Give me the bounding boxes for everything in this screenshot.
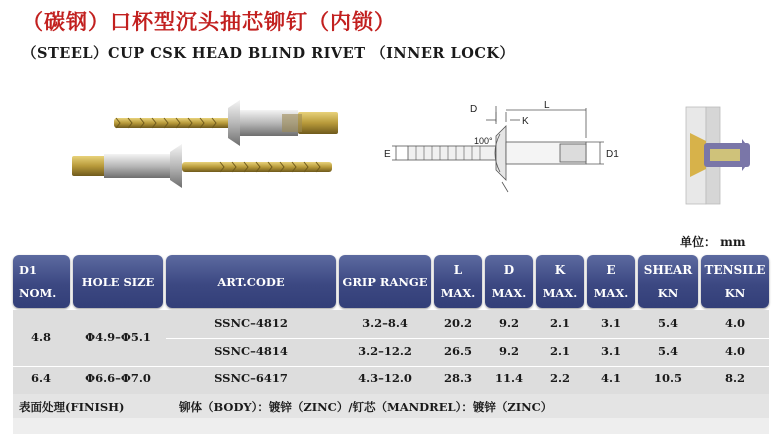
header-tensile-top: TENSILE — [704, 263, 766, 278]
finish-label: 表面处理(FINISH) — [19, 400, 125, 414]
header-shear-bottom: KN — [657, 285, 679, 300]
diagram-label-angle: 100° — [474, 136, 493, 146]
header-d — [485, 255, 533, 308]
header-d1-nom — [13, 255, 70, 308]
header-shear-top: SHEAR — [643, 263, 693, 278]
table-footer-strip — [13, 418, 769, 434]
header-l — [434, 255, 482, 308]
diagram-label-d: D — [470, 104, 478, 115]
header-grip-range — [339, 255, 431, 308]
header-d-bottom: MAX. — [491, 285, 527, 300]
group-1-hole: Φ4.9–Φ5.1 — [85, 330, 151, 344]
row-1-code: SSNC–4812 — [214, 316, 288, 330]
header-tensile — [701, 255, 769, 308]
row-2-d: 9.2 — [498, 344, 520, 358]
diagram-label-e: E — [384, 149, 391, 160]
row-3-shear: 10.5 — [653, 371, 683, 385]
row-3-l: 28.3 — [443, 371, 473, 385]
header-d-top: D — [503, 263, 515, 278]
row-3-k: 2.2 — [549, 371, 571, 385]
finish-value: 铆体（BODY）：镀锌（ZINC）/钉芯（MANDREL）：镀锌（ZINC） — [179, 400, 553, 414]
diagram-label-d1: D1 — [606, 149, 619, 160]
group-2-d1: 6.4 — [30, 371, 52, 385]
row-3-grip: 4.3–12.0 — [358, 371, 412, 385]
unit-label: 单位： mm — [680, 235, 746, 249]
row-2-k: 2.1 — [549, 344, 571, 358]
page-title-cn: （碳钢）口杯型沉头抽芯铆钉（内锁） — [22, 9, 396, 34]
row-divider — [13, 366, 769, 367]
row-2-tensile: 4.0 — [724, 344, 746, 358]
header-art-code — [166, 255, 336, 308]
header-d1-top: D1 — [19, 263, 37, 278]
header-l-bottom: MAX. — [440, 285, 476, 300]
header-e-top: E — [606, 263, 616, 278]
row-2-grip: 3.2–12.2 — [358, 344, 412, 358]
header-tensile-bottom: KN — [724, 285, 746, 300]
header-k-top: K — [554, 263, 566, 278]
header-art-code-label: ART.CODE — [217, 274, 285, 289]
diagram-label-k: K — [522, 116, 529, 127]
finish-row — [13, 394, 769, 418]
installed-section-image — [680, 103, 760, 208]
row-1-shear: 5.4 — [657, 316, 679, 330]
header-d1-bottom: NOM. — [19, 285, 57, 300]
row-1-d: 9.2 — [498, 316, 520, 330]
rivet-photo — [70, 96, 340, 204]
header-k — [536, 255, 584, 308]
rivet-top — [114, 100, 338, 146]
dimension-diagram — [378, 98, 638, 210]
diagram-label-l: L — [544, 100, 550, 111]
rivet-bottom — [72, 144, 332, 188]
row-2-shear: 5.4 — [657, 344, 679, 358]
group-2-hole: Φ6.6–Φ7.0 — [85, 371, 151, 385]
row-divider — [166, 338, 769, 339]
row-2-e: 3.1 — [600, 344, 622, 358]
row-3-e: 4.1 — [600, 371, 622, 385]
row-1-e: 3.1 — [600, 316, 622, 330]
header-l-top: L — [453, 263, 463, 278]
page-title-en: （STEEL）CUP CSK HEAD BLIND RIVET （INNER LOCK） — [22, 45, 515, 62]
header-e-bottom: MAX. — [593, 285, 629, 300]
header-hole-size — [73, 255, 163, 308]
row-3-code: SSNC–6417 — [214, 371, 288, 385]
group-1-d1: 4.8 — [30, 330, 52, 344]
row-2-code: SSNC–4814 — [214, 344, 288, 358]
header-shear — [638, 255, 698, 308]
row-1-k: 2.1 — [549, 316, 571, 330]
row-1-tensile: 4.0 — [724, 316, 746, 330]
header-e — [587, 255, 635, 308]
header-grip-range-label: GRIP RANGE — [342, 274, 428, 289]
row-3-d: 11.4 — [494, 371, 524, 385]
header-k-bottom: MAX. — [542, 285, 578, 300]
header-hole-size-label: HOLE SIZE — [81, 274, 155, 289]
row-2-l: 26.5 — [443, 344, 473, 358]
row-3-tensile: 8.2 — [724, 371, 746, 385]
row-1-grip: 3.2–8.4 — [362, 316, 408, 330]
row-1-l: 20.2 — [443, 316, 473, 330]
